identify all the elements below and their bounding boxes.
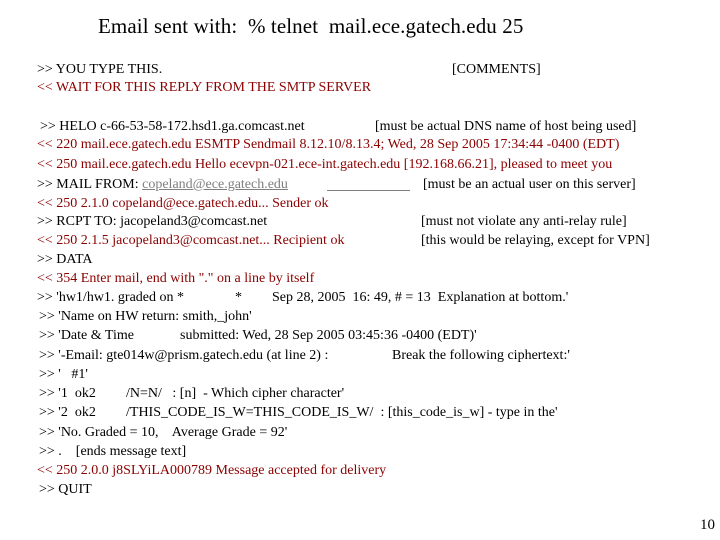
message-line-3a: >> 'Date & Time (39, 328, 134, 343)
legend-wait-reply: << WAIT FOR THIS REPLY FROM THE SMTP SERVER (37, 80, 372, 95)
legend-comments: [COMMENTS] (452, 62, 541, 77)
end-message-marker: >> . [ends message text] (39, 444, 187, 459)
message-line-4b: Break the following ciphertext:' (392, 348, 570, 363)
message-line-7a: >> '2 ok2 (39, 405, 96, 420)
reply-250-hello: << 250 mail.ece.gatech.edu Hello ecevpn-021.ece-int.gatech.edu [192.168.66.21], pleased to meet you (37, 157, 613, 172)
message-line-1c: Sep 28, 2005 16: 49, # = 13 Explanation at bottom.' (272, 290, 569, 305)
message-line-3b: submitted: Wed, 28 Sep 2005 03:45:36 -0400 (EDT)' (180, 328, 477, 343)
reply-220: << 220 mail.ece.gatech.edu ESMTP Sendmail 8.12.10/8.13.4; Wed, 28 Sep 2005 17:34:44 -0400 (EDT) (37, 137, 620, 152)
mail-from-comment: [must be an actual user on this server] (423, 177, 636, 192)
slide-title: Email sent with: % telnet mail.ece.gatech.edu 25 (98, 14, 524, 38)
message-line-1a: >> 'hw1/hw1. graded on * (37, 290, 185, 305)
mail-from-address-link[interactable]: copeland@ece.gatech.edu (142, 177, 288, 192)
page-number: 10 (700, 517, 715, 533)
message-line-2: >> 'Name on HW return: smith,_john' (39, 309, 252, 324)
message-line-4a: >> '-Email: gte014w@prism.gatech.edu (at line 2) : (39, 348, 329, 363)
helo-comment: [must be actual DNS name of host being used] (375, 119, 637, 134)
data-command: >> DATA (37, 252, 93, 267)
helo-command: >> HELO c-66-53-58-172.hsd1.ga.comcast.net (40, 119, 305, 134)
rcpt-to-comment: [must not violate any anti-relay rule] (421, 214, 627, 229)
mail-from-prefix: >> MAIL FROM: (37, 177, 143, 192)
message-line-5: >> ' #1' (39, 367, 88, 382)
message-line-1b: * (235, 290, 242, 305)
recipient-comment: [this would be relaying, except for VPN] (421, 233, 650, 248)
legend-you-type: >> YOU TYPE THIS. (37, 62, 163, 77)
message-line-7b: /THIS_CODE_IS_W=THIS_CODE_IS_W/ : [this_code_is_w] - type in the' (126, 405, 558, 420)
reply-recipient-ok: << 250 2.1.5 jacopeland3@comcast.net... Recipient ok (37, 233, 345, 248)
quit-command: >> QUIT (39, 482, 92, 497)
mail-from-underline (327, 190, 410, 191)
reply-accepted: << 250 2.0.0 j8SLYiLA000789 Message accepted for delivery (37, 463, 387, 478)
message-line-6a: >> '1 ok2 (39, 386, 96, 401)
reply-sender-ok: << 250 2.1.0 copeland@ece.gatech.edu... Sender ok (37, 196, 329, 211)
reply-354: << 354 Enter mail, end with "." on a line by itself (37, 271, 315, 286)
rcpt-to-command: >> RCPT TO: jacopeland3@comcast.net (37, 214, 268, 229)
mail-from-command (37, 176, 288, 194)
message-line-6b: /N=N/ : [n] - Which cipher character' (126, 386, 345, 401)
message-line-8: >> 'No. Graded = 10, Average Grade = 92' (39, 425, 288, 440)
